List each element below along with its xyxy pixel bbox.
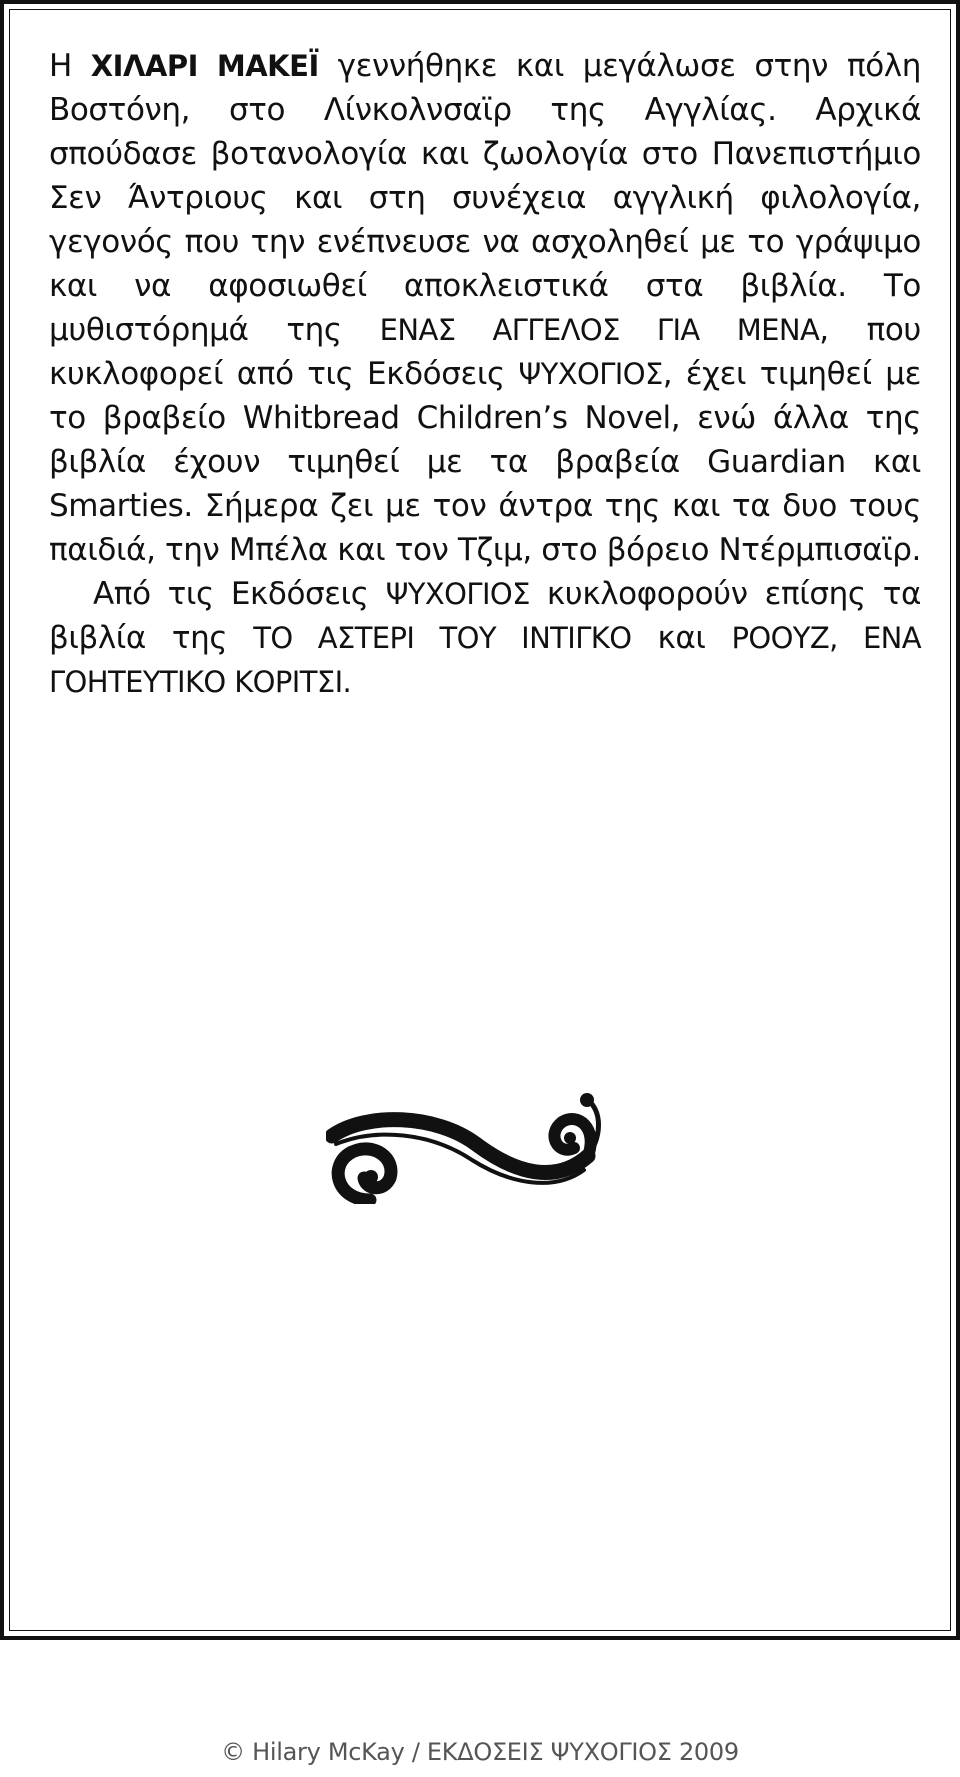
bio2-joiner: και: [657, 620, 706, 656]
publisher-name-2: ΨΥΧΟΓΙΟΣ: [385, 577, 530, 611]
copyright-footer: © Hilary McKay / ΕΚΔΟΣΕΙΣ ΨΥΧΟΓΙΟΣ 2009: [221, 1738, 739, 1766]
bio2-text-b: κυκλοφορούν επίσης τα βιβλία της: [49, 576, 921, 656]
scroll-flourish-icon: [326, 1092, 616, 1204]
bio-paragraph-2: [49, 572, 921, 704]
publisher-name: ΨΥΧΟΓΙΟΣ: [518, 357, 663, 391]
bio-paragraph-1: [49, 44, 921, 572]
book-title-indigo: ΤΟ ΑΣΤΕΡΙ ΤΟΥ ΙΝΤΙΓΚΟ: [253, 621, 632, 655]
bio-text-b: , που κυκλοφορεί από τις Εκδόσεις: [49, 312, 921, 392]
bio-intro: Η: [49, 48, 72, 84]
bio2-text-a: Από τις Εκδόσεις: [93, 576, 369, 612]
bio-text-a: γεννήθηκε και μεγάλωσε στην πόλη Βοστόνη, στο Λίνκολνσαϊρ της Αγγλίας. Αρχικά σπούδασε βοτανολογία και ζωολογία στο Πανεπιστήμιο Σεν Άντριους και στη συνέχεια αγγλική φιλολογία, γεγονός που την ενέπνευσε να ασχοληθεί με το γράψιμο και να αφοσιωθεί αποκλειστικά στα βιβλία. Το μυθιστόρημά της: [49, 48, 921, 348]
book-title-angel: ΕΝΑΣ ΑΓΓΕΛΟΣ ΓΙΑ ΜΕΝΑ: [379, 313, 820, 347]
author-name: ΧΙΛΑΡΙ ΜΑΚΕΪ: [90, 49, 319, 83]
book-title-rose: ΡΟΟΥΖ, ΕΝΑ ΓΟΗΤΕΥΤΙΚΟ ΚΟΡΙΤΣΙ.: [49, 621, 922, 699]
bio-text-c: , έχει τιμηθεί με το βραβείο Whitbread Children’s Novel, ενώ άλλα της βιβλία έχουν τιμηθεί με τα βραβεία Guardian και Smarties. Σήμερα ζει με τον άντρα της και τα δυο τους παιδιά, την Μπέλα και τον Τζιμ, στο βόρειο Ντέρμπισαϊρ.: [49, 356, 921, 568]
author-biography: [49, 44, 921, 704]
